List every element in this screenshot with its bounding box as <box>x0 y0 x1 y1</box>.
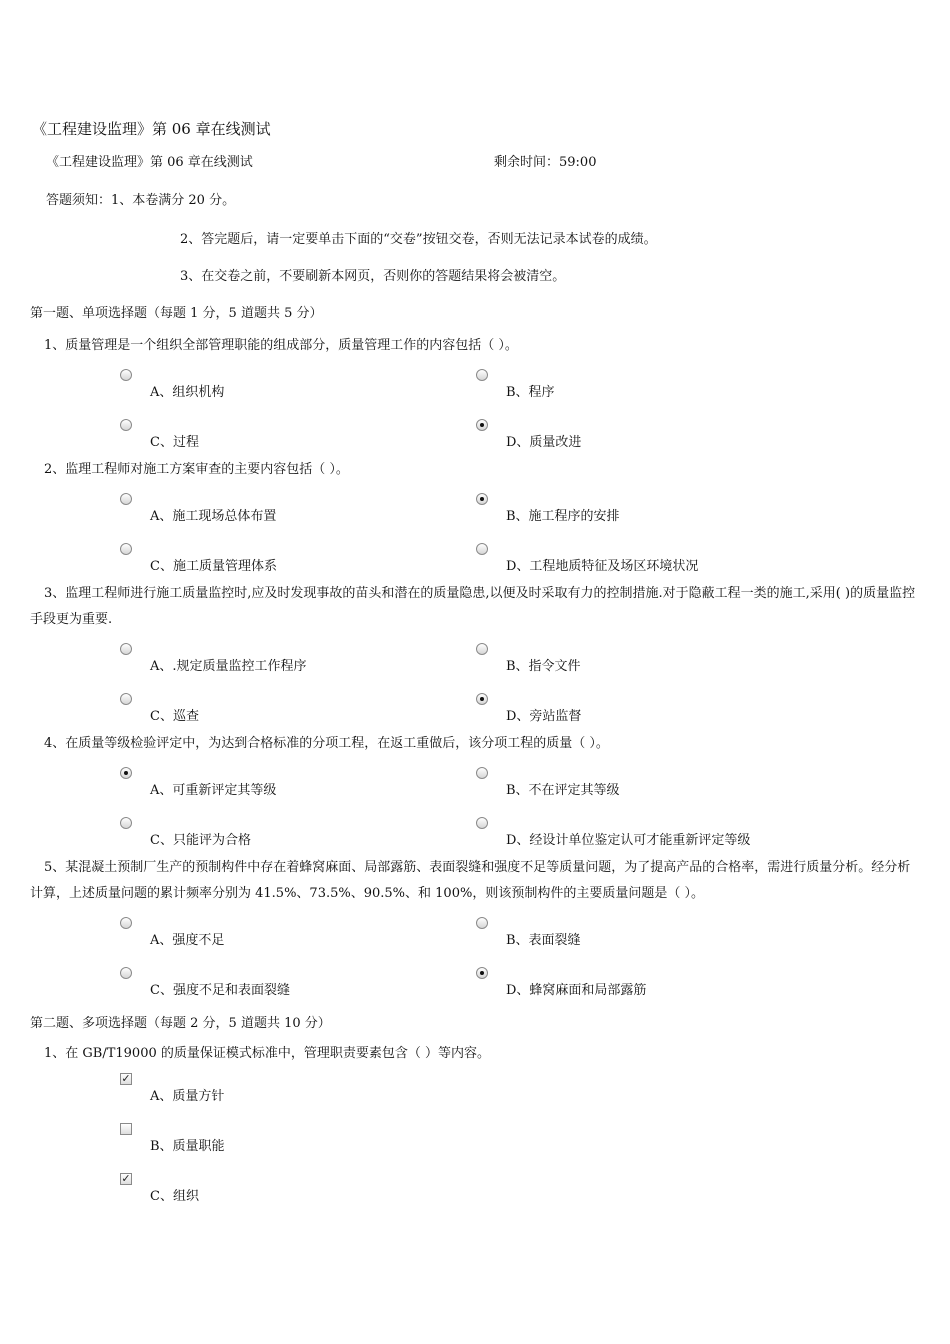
section-multi-choice-heading: 第二题、多项选择题（每题 2 分，5 道题共 10 分） <box>30 1016 331 1031</box>
option-label: A、.规定质量监控工作程序 <box>150 659 307 674</box>
radio-unselected[interactable] <box>476 369 488 381</box>
radio-selected[interactable] <box>120 767 132 779</box>
option-label: D、质量改进 <box>506 435 582 450</box>
checkbox-unchecked[interactable] <box>120 1123 132 1135</box>
option-label: B、程序 <box>506 385 555 400</box>
notice-line-2: 2、答完题后，请一定要单击下面的“交卷”按钮交卷，否则无法记录本试卷的成绩。 <box>180 232 657 247</box>
question-text: 4、在质量等级检验评定中，为达到合格标准的分项工程，在返工重做后，该分项工程的质量（ ）。 <box>44 736 609 751</box>
radio-unselected[interactable] <box>120 493 132 505</box>
option-label: C、施工质量管理体系 <box>150 559 277 574</box>
radio-unselected[interactable] <box>476 643 488 655</box>
checkbox-checked[interactable]: ✓ <box>121 1072 131 1085</box>
option-label: A、组织机构 <box>150 385 225 400</box>
notice-line-1: 答题须知：1、本卷满分 20 分。 <box>46 193 236 208</box>
radio-unselected[interactable] <box>120 917 132 929</box>
radio-selected[interactable] <box>476 419 488 431</box>
radio-unselected[interactable] <box>120 817 132 829</box>
radio-unselected[interactable] <box>476 543 488 555</box>
test-subtitle: 《工程建设监理》第 06 章在线测试 <box>46 155 253 170</box>
option-label: C、组织 <box>150 1189 199 1204</box>
radio-selected[interactable] <box>476 693 488 705</box>
radio-unselected[interactable] <box>120 543 132 555</box>
radio-unselected[interactable] <box>120 693 132 705</box>
radio-unselected[interactable] <box>120 369 132 381</box>
radio-selected[interactable] <box>476 967 488 979</box>
radio-unselected[interactable] <box>476 767 488 779</box>
radio-selected[interactable] <box>476 493 488 505</box>
option-label: B、质量职能 <box>150 1139 225 1154</box>
option-label: B、指令文件 <box>506 659 581 674</box>
question-text: 2、监理工程师对施工方案审查的主要内容包括（ ）。 <box>44 462 349 477</box>
page-title: 《工程建设监理》第 06 章在线测试 <box>32 120 271 138</box>
option-label: C、强度不足和表面裂缝 <box>150 983 290 998</box>
radio-unselected[interactable] <box>120 419 132 431</box>
option-label: A、施工现场总体布置 <box>150 509 277 524</box>
radio-unselected[interactable] <box>476 817 488 829</box>
option-label: D、工程地质特征及场区环境状况 <box>506 559 699 574</box>
option-label: D、旁站监督 <box>506 709 582 724</box>
question-text: 5、某混凝土预制厂生产的预制构件中存在着蜂窝麻面、局部露筋、表面裂缝和强度不足等质量问题，为了提高产品的合格率，需进行质量分析。经分析计算，上述质量问题的累计频率分别为 41.5%、73.5%、90.5%、和 100%，则该预制构件的主要质量问题是（ ）。 <box>30 860 911 901</box>
option-label: B、施工程序的安排 <box>506 509 620 524</box>
question-text: 1、在 GB/T19000 的质量保证模式标准中，管理职责要素包含（ ）等内容。 <box>44 1046 491 1061</box>
section-single-choice-heading: 第一题、单项选择题（每题 1 分，5 道题共 5 分） <box>30 306 323 321</box>
radio-unselected[interactable] <box>476 917 488 929</box>
notice-line-3: 3、在交卷之前，不要刷新本网页，否则你的答题结果将会被清空。 <box>180 269 566 284</box>
question-text: 3、监理工程师进行施工质量监控时,应及时发现事故的苗头和潜在的质量隐患,以便及时采取有力的控制措施.对于隐蔽工程一类的施工,采用( )的质量监控手段更为重要. <box>30 586 916 627</box>
option-label: C、巡查 <box>150 709 199 724</box>
radio-unselected[interactable] <box>120 643 132 655</box>
option-label: C、只能评为合格 <box>150 833 251 848</box>
option-label: D、经设计单位鉴定认可才能重新评定等级 <box>506 833 751 848</box>
option-label: A、可重新评定其等级 <box>150 783 277 798</box>
option-label: C、过程 <box>150 435 199 450</box>
checkbox-checked[interactable]: ✓ <box>121 1172 131 1185</box>
radio-unselected[interactable] <box>120 967 132 979</box>
option-label: A、强度不足 <box>150 933 225 948</box>
option-label: B、表面裂缝 <box>506 933 581 948</box>
countdown-timer: 剩余时间：59:00 <box>494 155 597 170</box>
option-label: B、不在评定其等级 <box>506 783 620 798</box>
question-text: 1、质量管理是一个组织全部管理职能的组成部分，质量管理工作的内容包括（ ）。 <box>44 338 518 353</box>
option-label: A、质量方针 <box>150 1089 225 1104</box>
option-label: D、蜂窝麻面和局部露筋 <box>506 983 647 998</box>
